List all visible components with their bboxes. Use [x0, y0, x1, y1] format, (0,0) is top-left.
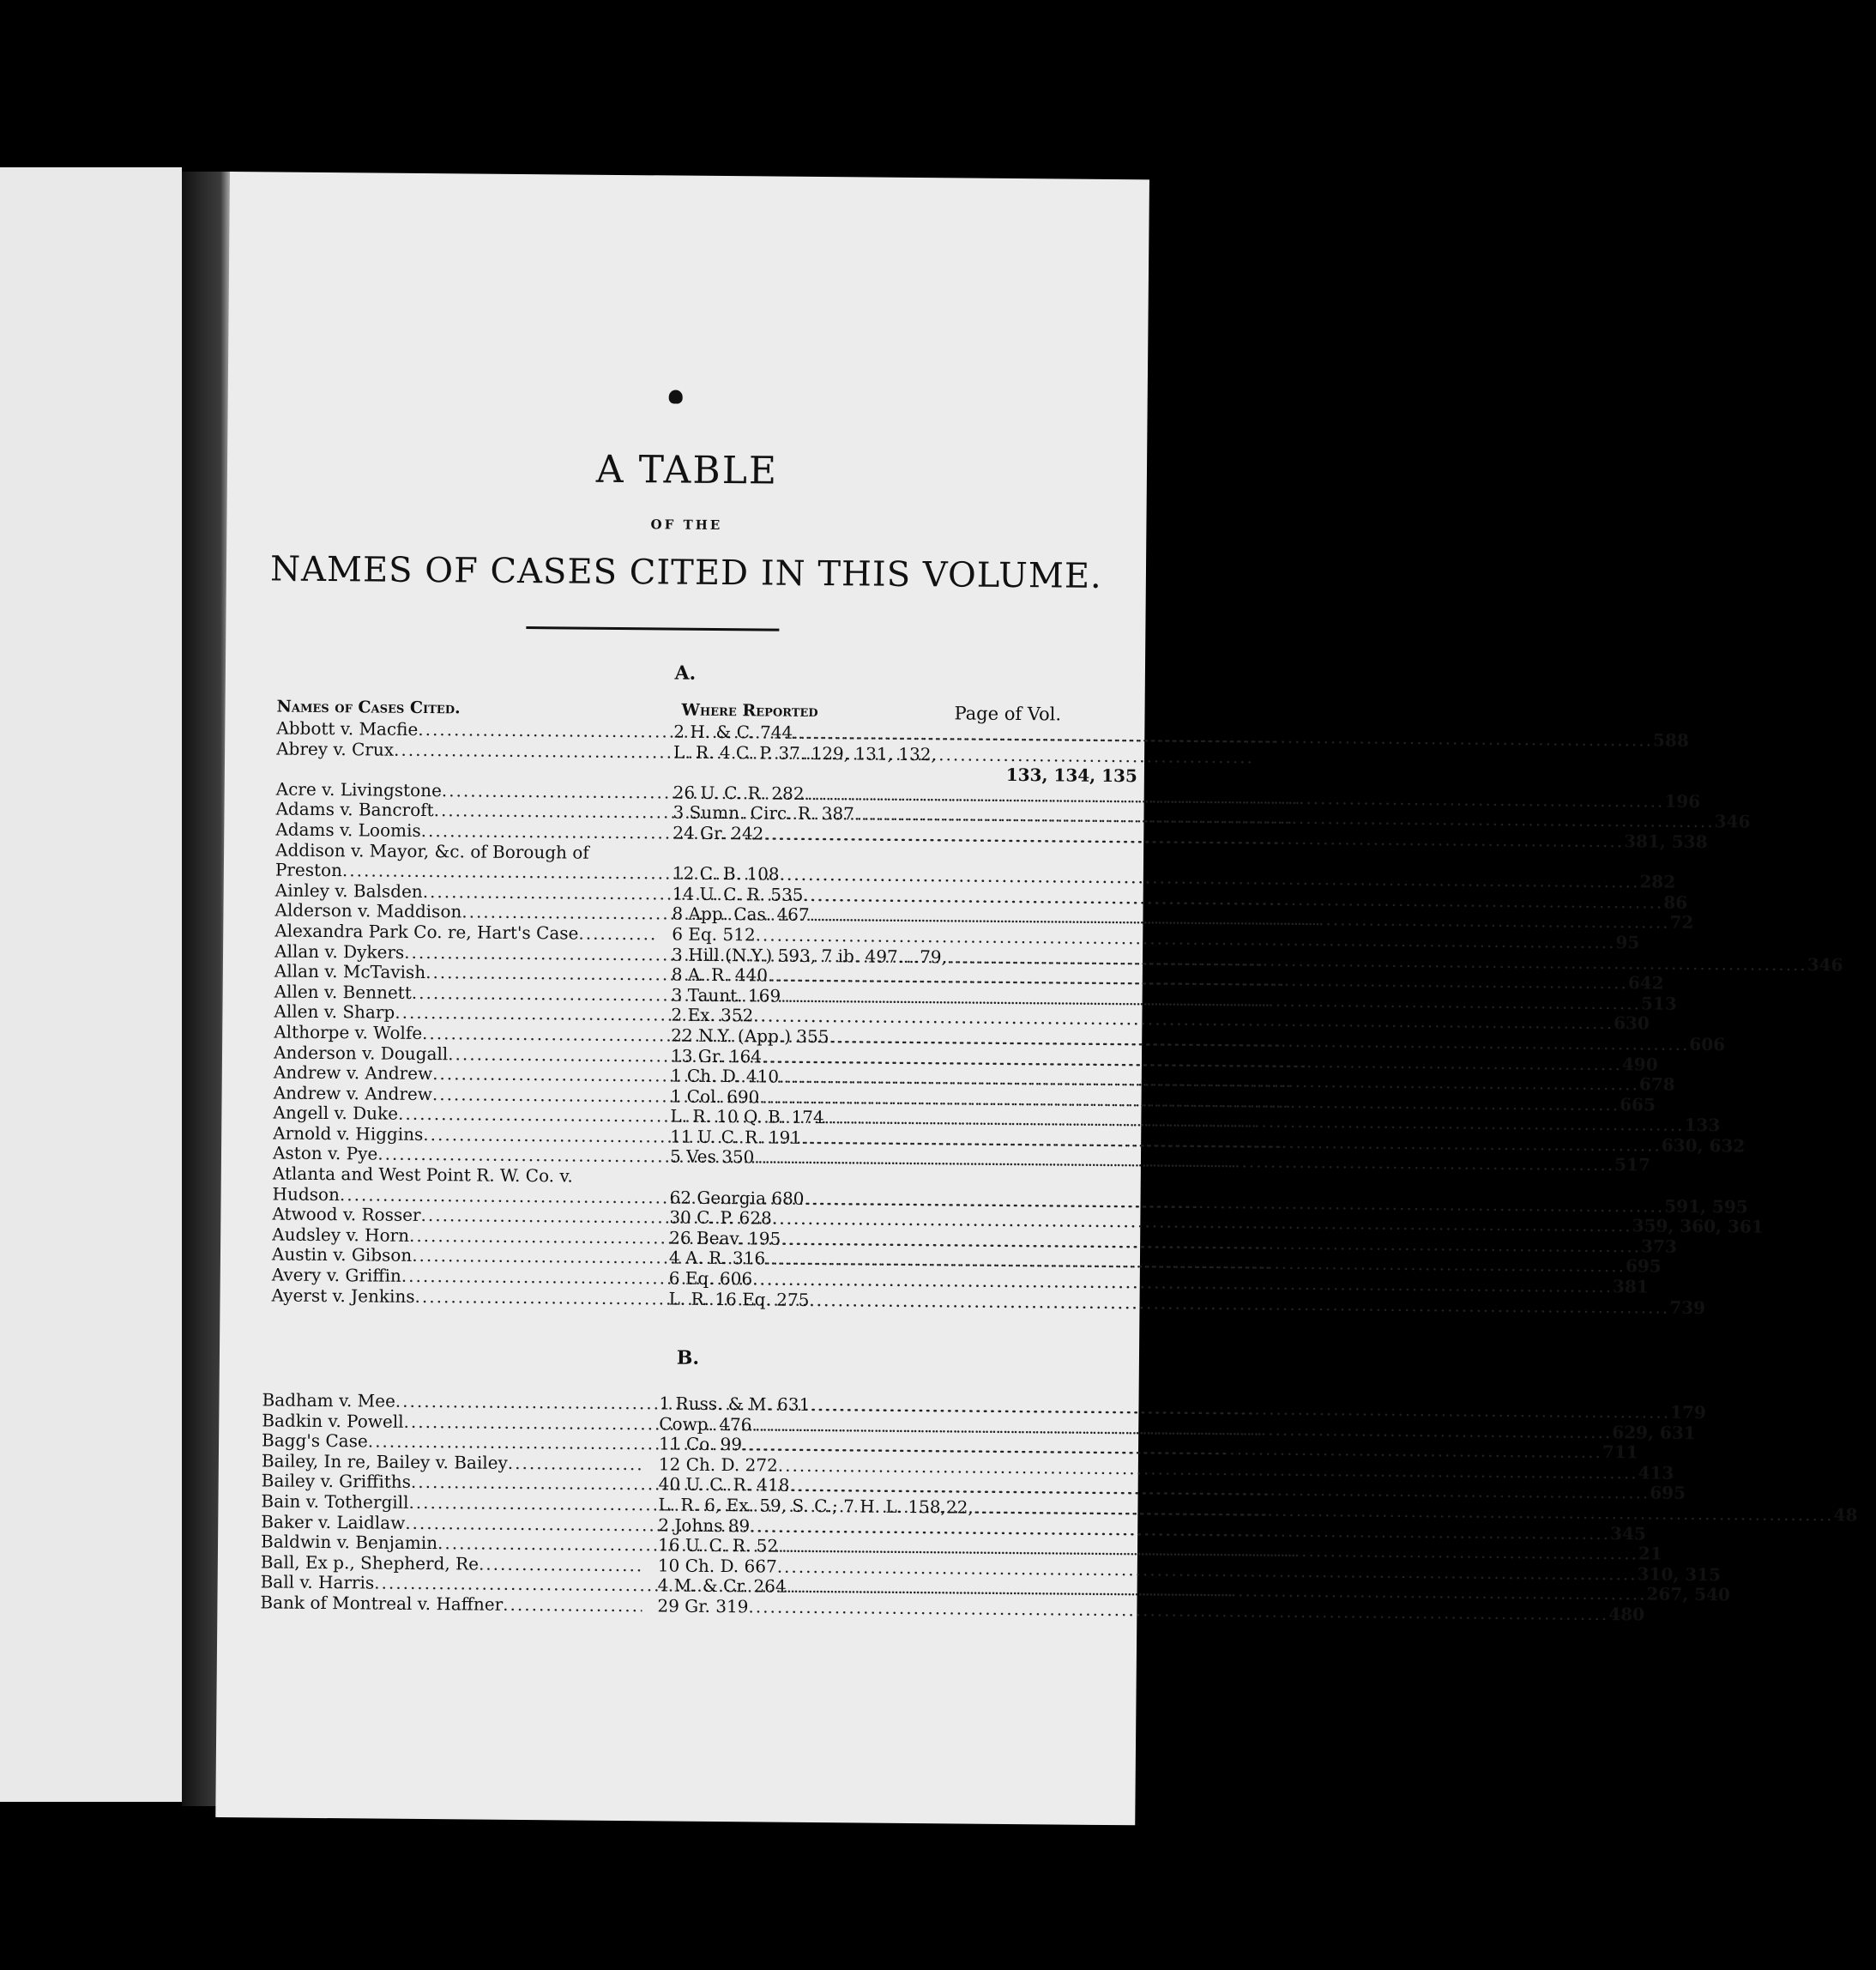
- case-name: Ainley v. Balsden: [274, 879, 423, 902]
- column-header-where: Where Reported: [681, 700, 818, 722]
- page-number: 95: [1615, 932, 1640, 953]
- where-reported: L. R. 10 Q. B. 174: [670, 1105, 824, 1128]
- case-name: Angell v. Duke: [273, 1102, 399, 1125]
- where-reported: 3 Taunt. 169: [671, 984, 781, 1006]
- where-reported: 62 Georgia 680: [669, 1187, 805, 1209]
- case-name: Ball, Ex p., Shepherd, Re: [260, 1551, 480, 1574]
- case-name: Adams v. Bancroft: [275, 798, 434, 821]
- where-reported: 1 Ch. D. 410: [670, 1065, 780, 1087]
- page-number: 695: [1650, 1482, 1686, 1504]
- page-number: [991, 861, 1143, 863]
- page-number: 72: [1669, 912, 1694, 934]
- where-reported: 1 Col. 690: [670, 1085, 760, 1108]
- case-name: Allen v. Sharp: [274, 1000, 395, 1024]
- case-name: Avery v. Griffin: [271, 1264, 401, 1286]
- where-reported: 22 N.Y. (App.) 355: [671, 1024, 829, 1048]
- where-reported: 30 C. P. 628: [669, 1206, 772, 1229]
- where-reported: 12 Ch. D. 272: [658, 1453, 778, 1476]
- page-number: 196: [1664, 790, 1701, 812]
- case-name: Preston: [274, 859, 343, 881]
- where-reported: 3 Sumn. Circ. R. 387: [673, 801, 854, 825]
- case-name: Audsley v. Horn: [272, 1224, 410, 1246]
- case-name: Alexandra Park Co. re, Hart's Case: [274, 920, 579, 944]
- page-number: 513: [1640, 993, 1677, 1014]
- page-number: 346: [1807, 953, 1843, 975]
- case-name: Allan v. Dykers: [274, 940, 405, 963]
- case-name: Alderson v. Maddison: [274, 899, 462, 922]
- page-number: 490: [1621, 1053, 1658, 1075]
- where-reported-cell: [658, 778, 992, 781]
- case-name: Baker v. Laidlaw: [261, 1510, 406, 1533]
- page-number: 133: [1684, 1115, 1721, 1136]
- page-number: [988, 1186, 1141, 1187]
- section-letter-b: B.: [676, 1346, 700, 1369]
- case-name: Althorpe v. Wolfe: [274, 1021, 423, 1043]
- case-name: Addison v. Mayor, &c. of Borough of: [275, 839, 589, 863]
- where-reported: 12 C. B. 108: [672, 862, 780, 885]
- page-number: 413: [1638, 1462, 1674, 1484]
- where-reported: 8 App. Cas. 467: [672, 903, 810, 926]
- page: [215, 172, 1858, 1825]
- page-number: 642: [1627, 972, 1664, 994]
- page-number: 665: [1620, 1093, 1656, 1115]
- case-name: Bank of Montreal v. Haffner: [260, 1592, 504, 1615]
- where-reported: 29 Gr. 319: [657, 1595, 749, 1617]
- case-name: Andrew v. Andrew: [273, 1082, 433, 1104]
- page-number: 591, 595: [1664, 1195, 1748, 1218]
- title-connector: OF THE: [650, 517, 723, 534]
- where-reported: 1 Russ. & M. 631: [659, 1393, 811, 1415]
- case-name-cell: [276, 775, 658, 778]
- page-number: 310, 315: [1637, 1563, 1722, 1585]
- case-name: Aston v. Pye: [272, 1142, 378, 1165]
- where-reported: 6 Eq. 606: [668, 1267, 753, 1290]
- where-reported: 10 Ch. D. 667: [657, 1555, 777, 1577]
- dot-leader: [479, 1554, 642, 1575]
- where-reported: Cowp. 476: [659, 1413, 752, 1435]
- where-reported: 6 Eq. 512: [672, 923, 756, 946]
- where-reported: 3 Hill (N.Y.) 593, 7 ib. 497....79,: [671, 944, 948, 967]
- where-reported: L. R. 4 C. P. 37..129, 131, 132,: [673, 741, 937, 764]
- page-number: 345: [1609, 1522, 1646, 1544]
- section-a-list: [220, 717, 1843, 1318]
- case-name: Bagg's Case: [261, 1429, 368, 1452]
- page-number: 711: [1602, 1441, 1638, 1463]
- page-number: 267, 540: [1646, 1583, 1731, 1605]
- where-reported: 11 U. C. R. 191: [670, 1126, 802, 1148]
- case-name: Hudson: [272, 1183, 341, 1205]
- case-name: Atlanta and West Point R. W. Co. v.: [272, 1163, 573, 1187]
- where-reported: 13 Gr. 164: [670, 1045, 763, 1067]
- case-name: Ball v. Harris: [260, 1571, 375, 1593]
- page-number: 517: [1614, 1154, 1651, 1175]
- page-number: 133, 134, 135: [1005, 764, 1137, 787]
- page-number: 179: [1670, 1401, 1706, 1423]
- page-number: 381: [1612, 1276, 1649, 1297]
- case-name: Allan v. McTavish: [274, 960, 426, 983]
- page-number: 606: [1689, 1033, 1726, 1055]
- page-number: 381, 538: [1624, 831, 1708, 853]
- column-header-name: Names of Cases Cited.: [276, 697, 461, 718]
- where-reported: 14 U. C. R. 535: [672, 883, 804, 905]
- case-name: Austin v. Gibson: [271, 1243, 413, 1266]
- page-number: 678: [1638, 1073, 1675, 1095]
- where-reported: 4 M. & Cr. 264: [657, 1574, 787, 1598]
- page-number: 588: [1652, 729, 1689, 751]
- page-number: 21: [1638, 1543, 1662, 1564]
- case-name: Bain v. Tothergill: [261, 1490, 409, 1513]
- where-reported: L. R. 16 Eq. 275: [668, 1288, 810, 1310]
- case-name: Atwood v. Rosser: [272, 1203, 421, 1226]
- where-reported: 40 U. C. R. 418: [658, 1473, 790, 1496]
- case-name: Ayerst v. Jenkins: [271, 1284, 415, 1307]
- page-number: 86: [1663, 891, 1688, 913]
- where-reported: 26 U. C. R. 282: [673, 782, 805, 804]
- dot-leader: [578, 924, 656, 945]
- page-number: 282: [1639, 871, 1676, 892]
- page-number: 630: [1614, 1012, 1650, 1034]
- where-reported: 16 U. C. R. 52: [657, 1534, 779, 1556]
- where-reported: 8 A. R. 440: [671, 964, 769, 986]
- where-reported-cell: [657, 859, 991, 861]
- dot-leader: [508, 1453, 643, 1475]
- page-subtitle: NAMES OF CASES CITED IN THIS VOLUME.: [269, 549, 1102, 596]
- case-name-cell: [276, 739, 658, 762]
- case-name: Andrew v. Andrew: [273, 1061, 433, 1085]
- page-number: 480: [1608, 1604, 1645, 1625]
- where-reported: L. R. 6, Ex. 59, S. C.; 7 H. L. 158,22,: [658, 1494, 974, 1518]
- where-reported: 2 Ex. 352: [671, 1004, 754, 1026]
- where-reported: 24 Gr. 242: [673, 822, 764, 844]
- case-name: Bailey, In re, Bailey v. Bailey: [261, 1450, 508, 1473]
- case-name: Allen v. Bennett: [274, 981, 412, 1003]
- case-name-cell: [260, 1592, 642, 1616]
- column-header-page: Page of Vol.: [954, 703, 1062, 725]
- page-number: 695: [1625, 1255, 1662, 1278]
- case-name: Abrey v. Crux: [276, 738, 395, 760]
- dot-leader: [503, 1595, 642, 1616]
- case-name: Arnold v. Higgins: [273, 1122, 424, 1145]
- where-reported: 2 H. & C. 744: [673, 721, 793, 743]
- where-reported-cell: [658, 742, 992, 765]
- case-name-cell: [271, 1285, 653, 1308]
- page-title: A TABLE: [595, 447, 779, 493]
- case-name: Abbott v. Macfie: [276, 717, 419, 740]
- page-number: 373: [1640, 1236, 1677, 1257]
- ornament-icon: [669, 390, 683, 403]
- case-name: Badham v. Mee: [262, 1389, 395, 1411]
- page-number: 630, 632: [1661, 1134, 1746, 1157]
- case-name: Anderson v. Dougall: [273, 1041, 449, 1064]
- facing-page-edge: [0, 167, 182, 1802]
- where-reported: 4 A. R. 316: [668, 1247, 766, 1269]
- case-name: Adams v. Loomis: [275, 819, 421, 841]
- page-number: 359, 360, 361: [1632, 1215, 1764, 1237]
- case-name: Bailey v. Griffiths: [261, 1470, 412, 1493]
- case-name: Baldwin v. Benjamin: [260, 1531, 438, 1554]
- where-reported: 5 Ves 350: [669, 1145, 755, 1168]
- section-letter-a: A.: [674, 662, 697, 685]
- where-reported: 11 Co. 99: [658, 1433, 743, 1455]
- title-rule: [526, 626, 779, 631]
- section-b-list: [217, 1389, 1858, 1625]
- page-number: 346: [1714, 811, 1751, 832]
- where-reported: 26 Beav. 195: [669, 1227, 781, 1249]
- where-reported-cell: [654, 1182, 988, 1185]
- page-number: 739: [1669, 1296, 1706, 1318]
- page-number: 48: [1833, 1504, 1858, 1526]
- where-reported: 2 Johns 89: [658, 1514, 751, 1536]
- case-name: Badkin v. Powell: [262, 1409, 404, 1432]
- case-name: Acre v. Livingstone: [275, 778, 442, 801]
- page-number: 629, 631: [1612, 1421, 1696, 1443]
